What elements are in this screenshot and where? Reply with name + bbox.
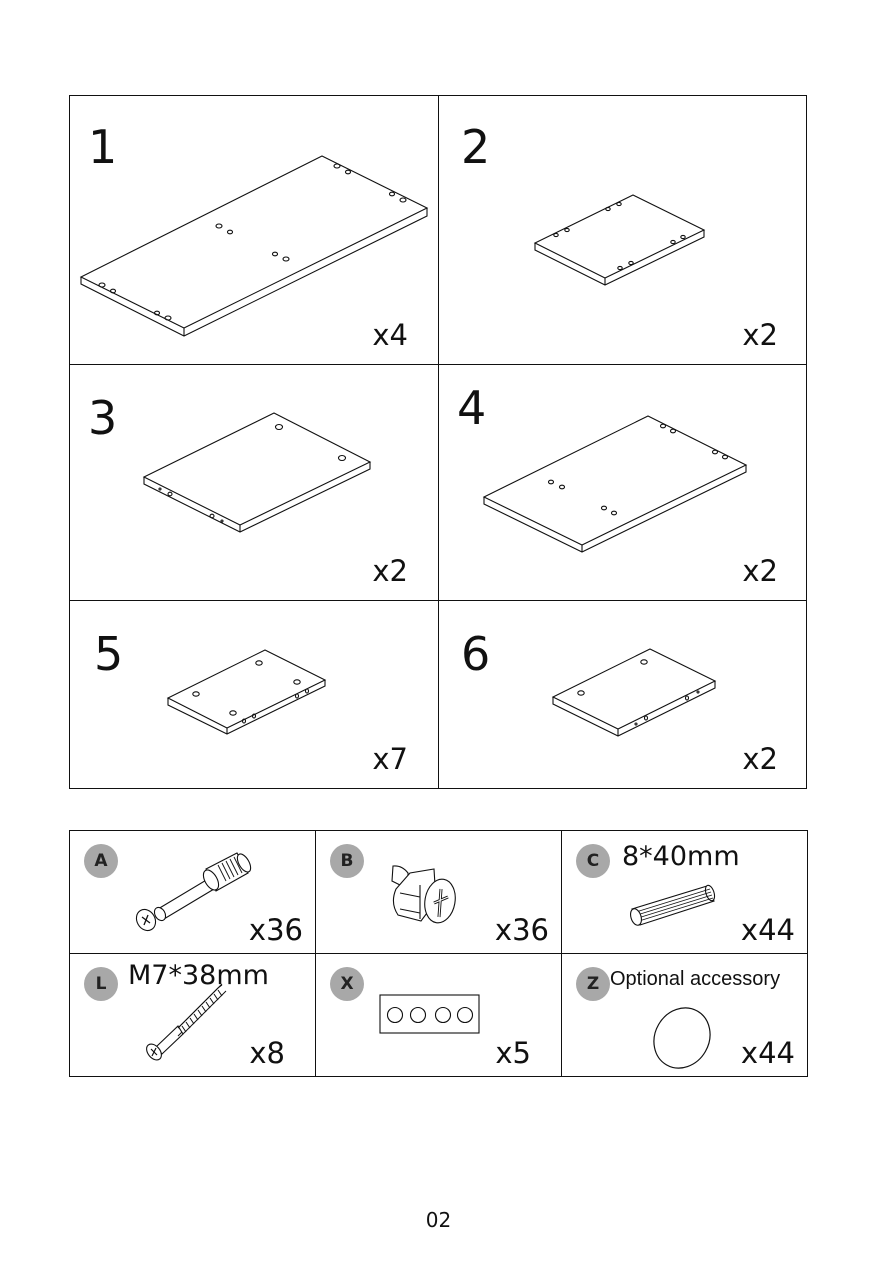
hardware-grid <box>69 830 808 1077</box>
part-quantity: x4 <box>372 318 408 352</box>
part-panel-5 <box>70 601 438 788</box>
part-quantity: x2 <box>742 318 778 352</box>
hardware-spec: M7*38mm <box>128 960 269 991</box>
hardware-badge: Z <box>576 967 610 1001</box>
hardware-quantity: x44 <box>740 1036 795 1070</box>
part-number: 6 <box>461 627 491 681</box>
part-quantity: x2 <box>372 554 408 588</box>
hardware-quantity: x44 <box>740 913 795 947</box>
part-quantity: x2 <box>742 554 778 588</box>
hardware-badge: L <box>84 967 118 1001</box>
part-panel-4 <box>439 365 808 600</box>
hardware-quantity: x36 <box>248 913 303 947</box>
part-panel-3 <box>70 365 438 600</box>
part-number: 3 <box>88 391 118 445</box>
part-number: 2 <box>461 120 491 174</box>
parts-grid <box>69 95 807 789</box>
hardware-badge: B <box>330 844 364 878</box>
part-number: 1 <box>88 120 118 174</box>
part-number: 4 <box>457 381 487 435</box>
part-quantity: x7 <box>372 742 408 776</box>
hardware-badge: X <box>330 967 364 1001</box>
hardware-quantity: x36 <box>494 913 549 947</box>
hardware-badge: C <box>576 844 610 878</box>
hardware-item-b <box>316 831 561 953</box>
hardware-badge: A <box>84 844 118 878</box>
hardware-item-a <box>70 831 315 953</box>
part-panel-6 <box>439 601 808 788</box>
part-number: 5 <box>94 627 124 681</box>
part-quantity: x2 <box>742 742 778 776</box>
hardware-spec: 8*40mm <box>622 841 740 872</box>
part-panel-1 <box>70 96 438 364</box>
hardware-quantity: x5 <box>495 1036 531 1070</box>
page-number: 02 <box>425 1208 452 1232</box>
hardware-quantity: x8 <box>249 1036 285 1070</box>
hardware-item-l <box>70 954 315 1076</box>
hardware-spec: Optional accessory <box>610 968 781 990</box>
hardware-item-z <box>562 954 807 1076</box>
hardware-item-x <box>316 954 561 1076</box>
part-panel-2 <box>439 96 808 364</box>
hardware-item-c <box>562 831 807 953</box>
